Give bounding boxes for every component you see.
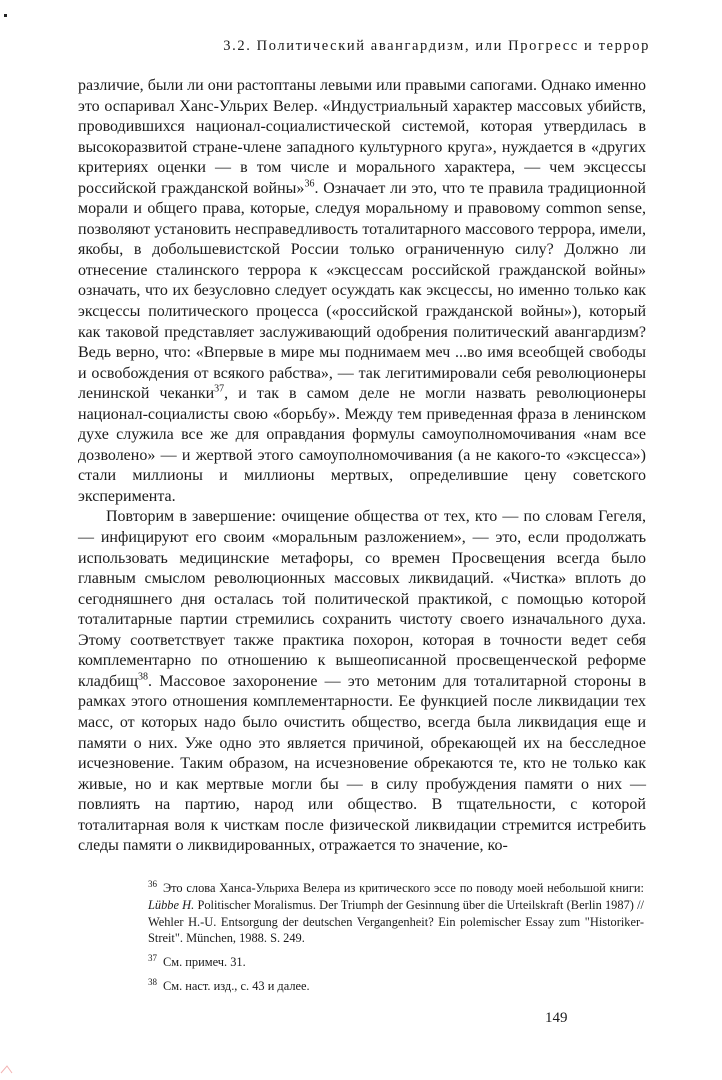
paragraph-1 [78, 76, 646, 507]
paragraph-2-text-a: Повторим в завершение: очищение общества от тех, кто — по словам Гегеля, — инфицируют его своим «моральным разложением», — это, если продолжать использовать медицинские метафоры, со времен Просвещения всегда было главным смыслом революционных массовых ликвидаций. «Чистка» вплоть до сегодняшнего дня осталась той политической практикой, с помощью которой тоталитарные партии стремились сохранить чистоту своего изначального духа. Этому соответствует также практика похорон, которая в точности ведет себя комплементарно по отношению к вышеописанной просвещенческой реформе кладбищ [78, 508, 646, 690]
paragraph-1-text-a: различие, были ли они растоптаны левыми или правыми сапогами. Однако именно это оспаривал Ханс-Ульрих Велер. «Индустриальный характер массовых убийств, проводившихся национал-социалистической системой, которая утвердилась в высокоразвитой стране-члене западного культурного круга», нуждается в «других критериях оценки — в том числе и морального характера, — чем эксцессы российской гражданской войны» [78, 77, 646, 197]
running-title: 3.2. Политический авангардизм, или Прогресс и террор [223, 38, 650, 54]
footnote-text: См. наст. изд., с. 43 и далее. [163, 978, 310, 993]
paragraph-1-text-b: . Означает ли это, что те правила традиционной морали и общего права, которые, следуя моральному и правовому common sense, позволяют установить несправедливость тоталитарного массового террора, имели, якобы, в добольшевистской России только ограниченную силу? Должно ли отнесение сталинского террора к «эксцессам российской гражданской войны» означать, что их безусловно следует осуждать как эксцессы, но именно только как эксцессы политического процесса («российской гражданской войны»), который как таковой представляет заслуживающий одобрения политический авангардизм? Ведь верно, что: «Впервые в мире мы поднимаем меч ...во имя всеобщей свободы и освобождения от всякого рабства», — так легитимировали себя революционеры ленинской чеканки [78, 179, 646, 403]
footnote-number: 38 [148, 976, 157, 987]
paragraph-1-text-c: , и так в самом деле не могли назвать революционеры национал-социалисты свою «борьбу». Между тем приведенная фраза в ленинском духе служила все же для оправдания формулы самоуполномочивания «нам все дозволено» — и жертвой этого самоуполномочивания (а не какого-то «эксцесса») стали миллионы и миллионы мертвых, определившие цену советского эксперимента. [78, 385, 646, 505]
footnotes [148, 880, 644, 1002]
footnote-ref-36[interactable]: 36 [304, 178, 315, 190]
footnote-ref-38[interactable]: 38 [138, 671, 149, 683]
footnote-36 [148, 880, 644, 947]
corner-scan-artifact [0, 1064, 14, 1074]
page-number: 149 [545, 1010, 568, 1026]
scan-dot [4, 14, 7, 17]
footnote-38 [148, 978, 644, 995]
paragraph-2-text-b: . Массовое захоронение — это метоним для тоталитарной стороны в рамках этого отношения комплементарности. Ее функцией после ликвидации тех масс, от которых надо было очистить общество, всегда была ликвидация еще и памяти о них. Уже одно это является причиной, обрекающей их на бесследное исчезновение. Таким образом, на исчезновение обрекаются те, кто не только как живые, но и как мертвые могли бы — в силу пробуждения памяти о них — повлиять на партию, народ или общество. В тщательности, с которой тоталитарная воля к чисткам после физической ликвидации стремится истребить следы памяти о ликвидированных, отражается то значение, ко- [78, 672, 646, 855]
footnote-text: Politischer Moralismus. Der Triumph der Gesinnung über die Urteilskraft (Berlin 1987) // Wehler H.-U. Entsorgung der deutschen Vergangenheit? Ein polemischer Essay zum "Historiker-Streit". München, 1988. S. 249. [148, 897, 644, 946]
running-header [223, 38, 650, 55]
footnote-author: Lübbe H. [148, 897, 195, 912]
footnote-number: 37 [148, 953, 157, 964]
footnote-number: 36 [148, 878, 157, 889]
main-text [78, 76, 646, 857]
footnote-text: См. примеч. 31. [163, 955, 246, 970]
paragraph-2 [78, 507, 646, 856]
footnote-ref-37[interactable]: 37 [214, 383, 225, 395]
footnote-text: Это слова Ханса-Ульриха Велера из критического эссе по поводу моей небольшой книги: [163, 881, 644, 895]
footnote-37 [148, 954, 644, 971]
